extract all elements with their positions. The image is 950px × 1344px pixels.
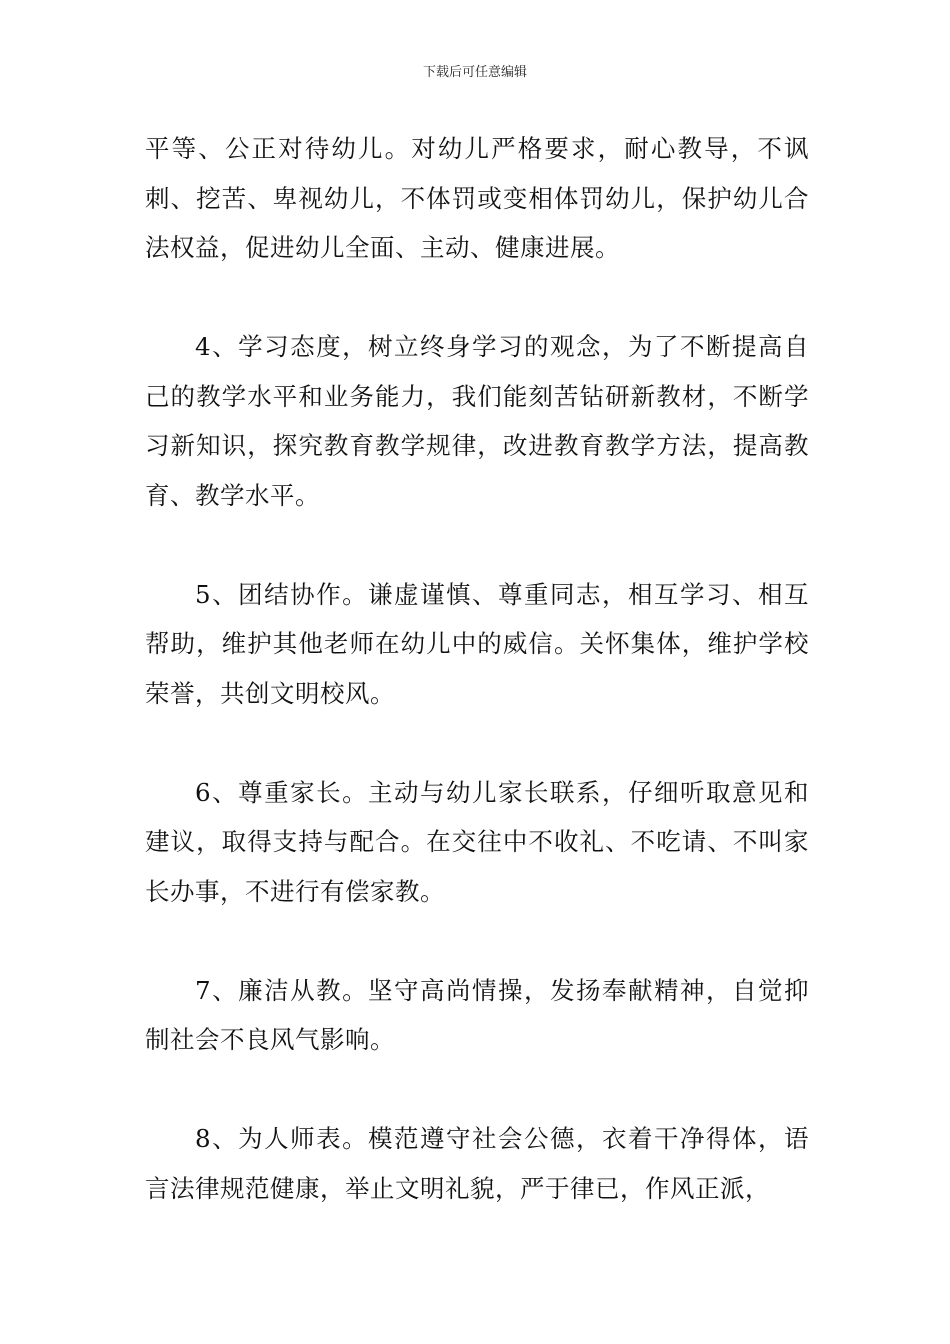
paragraph-item-8: 8、为人师表。模范遵守社会公德，衣着干净得体，语言法律规范健康，举止文明礼貌，严于律已，作风正派，	[145, 1124, 809, 1203]
page-header-note: 下载后可任意编辑	[422, 65, 527, 80]
paragraph-gap	[145, 916, 809, 966]
paragraph-gap	[145, 273, 809, 323]
paragraph-gap	[145, 718, 809, 768]
paragraph-continuation: 平等、公正对待幼儿。对幼儿严格要求，耐心教导，不讽刺、挖苦、卑视幼儿，不体罚或变相体罚幼儿，保护幼儿合法权益，促进幼儿全面、主动、健康进展。	[145, 134, 809, 262]
paragraph-item-7: 7、廉洁从教。坚守高尚情操，发扬奉献精神，自觉抑制社会不良风气影响。	[145, 975, 809, 1054]
document-body	[145, 124, 809, 1213]
paragraph-gap	[145, 1065, 809, 1115]
paragraph-gap	[145, 520, 809, 570]
paragraph-item-4: 4、学习态度，树立终身学习的观念，为了不断提高自己的教学水平和业务能力，我们能刻苦钻研新教材，不断学习新知识，探究教育教学规律，改进教育教学方法，提高教育、教学水平。	[145, 332, 809, 510]
paragraph-item-6: 6、尊重家长。主动与幼儿家长联系，仔细听取意见和建议，取得支持与配合。在交往中不收礼、不吃请、不叫家长办事，不进行有偿家教。	[145, 777, 809, 906]
paragraph-item-5: 5、团结协作。谦虚谨慎、尊重同志，相互学习、相互帮助，维护其他老师在幼儿中的威信。关怀集体，维护学校荣誉，共创文明校风。	[145, 579, 809, 708]
